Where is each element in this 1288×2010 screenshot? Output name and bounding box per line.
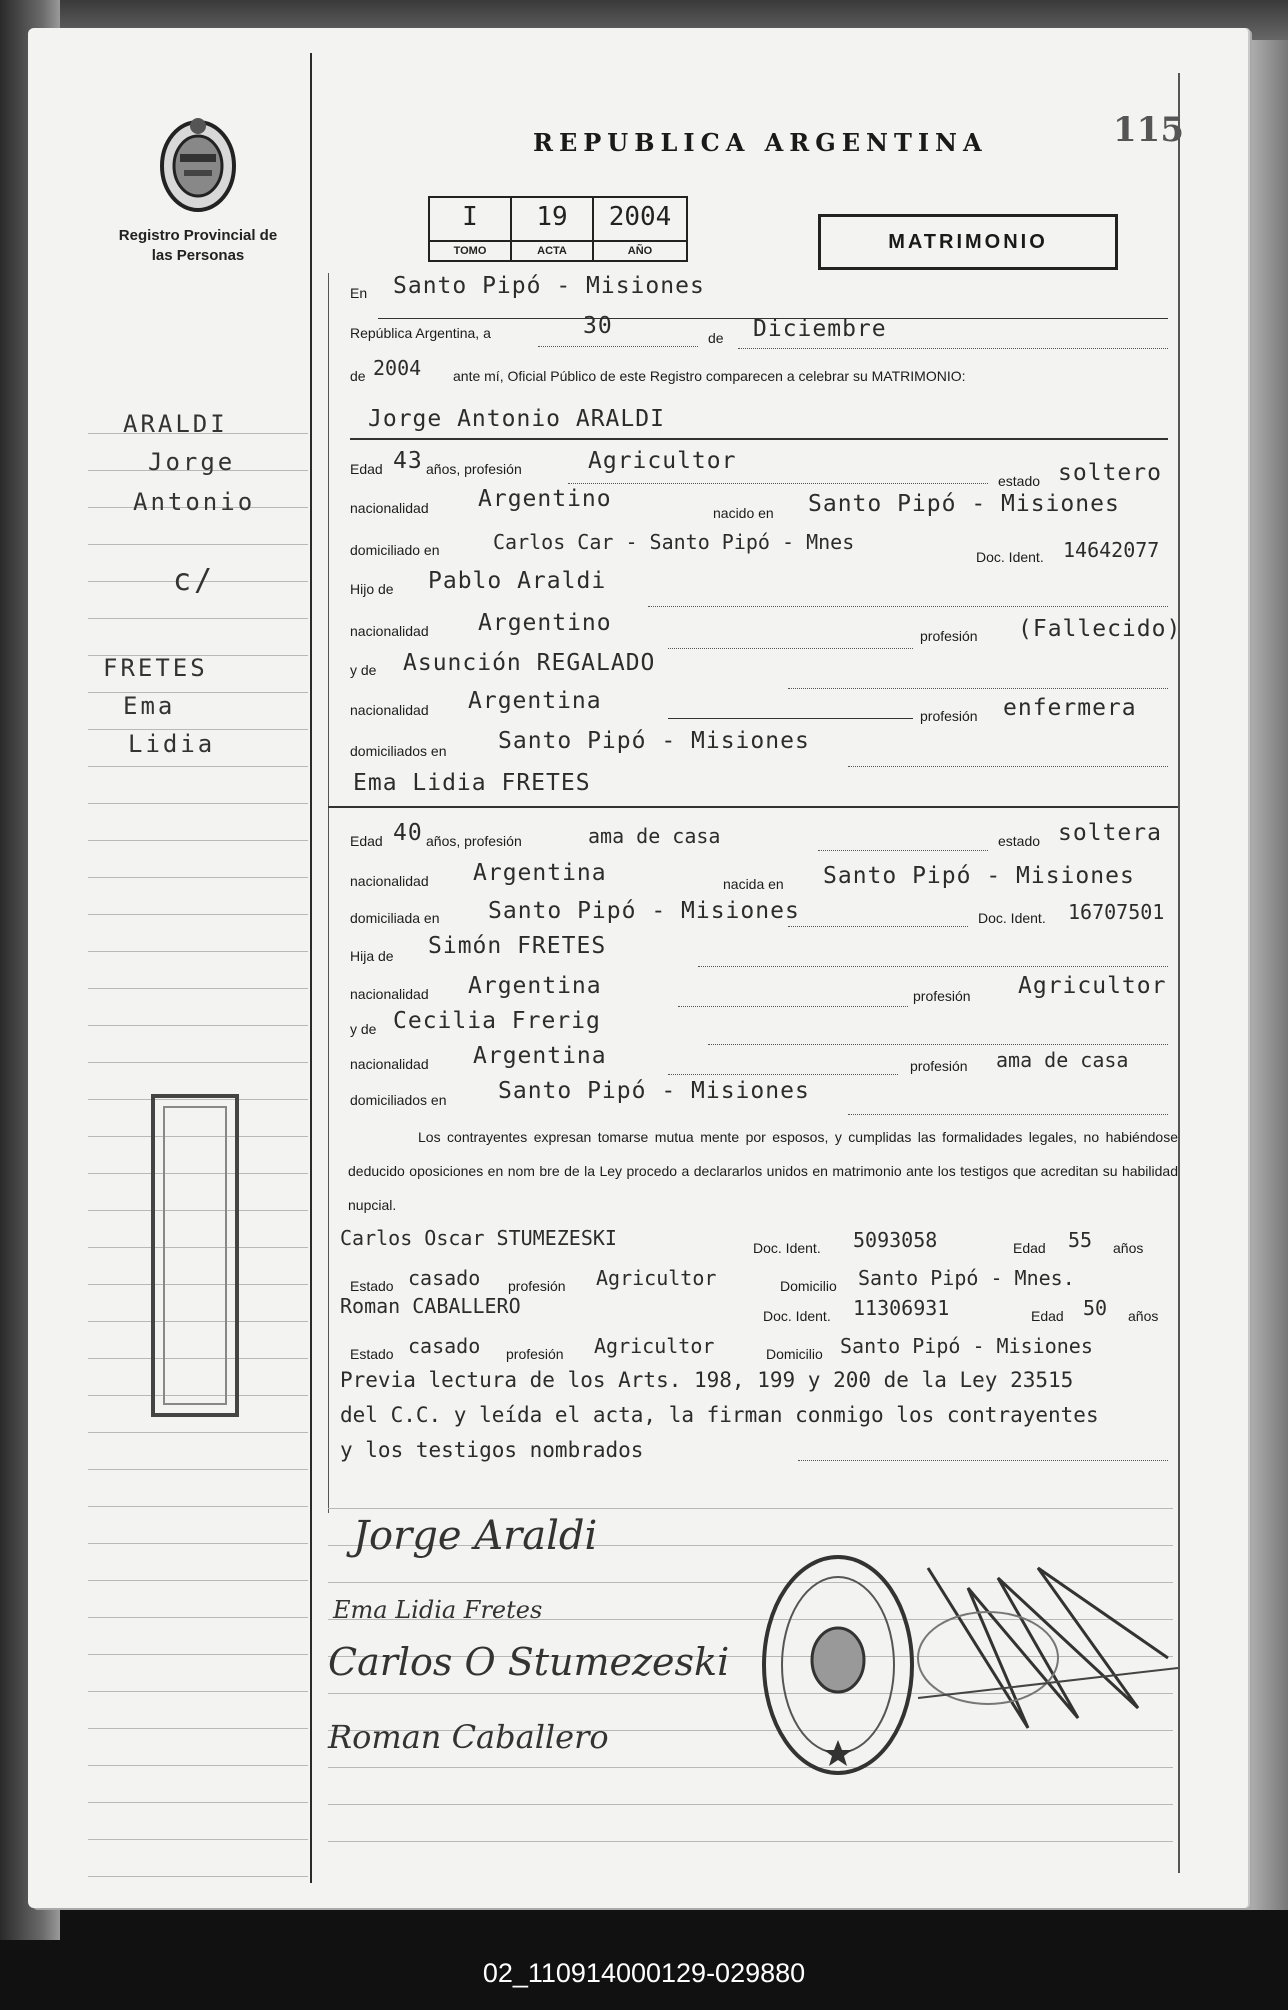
label-domiciliados-en: domiciliados en: [350, 743, 447, 759]
label-profesion: profesión: [910, 1058, 968, 1074]
label-estado: estado: [998, 473, 1041, 489]
label-y-de: y de: [350, 662, 377, 678]
register-page: [28, 28, 1248, 1908]
line: [848, 766, 1168, 767]
act-type-box: MATRIMONIO: [818, 214, 1118, 270]
acta-label: ACTA: [512, 240, 592, 260]
groom-father: Pablo Araldi: [428, 568, 607, 594]
line: [668, 648, 913, 649]
groom-mother: Asunción REGALADO: [403, 650, 656, 676]
label-en: En: [350, 285, 368, 301]
ruled-line: [328, 1804, 1173, 1805]
label-profesion: profesión: [920, 628, 978, 644]
label-y-de: y de: [350, 1021, 377, 1037]
label-profesion: profesión: [913, 988, 971, 1004]
witness2-doc-id: 11306931: [853, 1296, 950, 1320]
witness1-domicile: Santo Pipó - Mnes.: [858, 1266, 1075, 1290]
bride-status: soltera: [1058, 820, 1162, 846]
ruled-line: [328, 1767, 1173, 1768]
witness1-age: 55: [1068, 1228, 1093, 1252]
groom-mother-nationality: Argentina: [468, 688, 602, 714]
bride-nationality: Argentina: [473, 860, 607, 886]
ruled-line: [88, 1025, 308, 1026]
label-edad: Edad: [350, 833, 383, 849]
groom-age: 43: [393, 448, 423, 474]
witness1-profession: Agricultor: [596, 1266, 717, 1290]
bride-doc-id: 16707501: [1068, 900, 1165, 924]
ruled-line: [328, 1508, 1173, 1509]
bride-mother-nationality: Argentina: [473, 1043, 607, 1069]
ruled-line: [88, 1802, 308, 1803]
ruled-line: [328, 1841, 1173, 1842]
label-domicilio: Domicilio: [766, 1346, 823, 1362]
bride-birthplace: Santo Pipó - Misiones: [823, 863, 1135, 889]
groom-birthplace: Santo Pipó - Misiones: [808, 491, 1120, 517]
closing-note-line: Previa lectura de los Arts. 198, 199 y 200 de la Ley 23515: [340, 1368, 1074, 1392]
line: [668, 718, 913, 719]
label-hija-de: Hija de: [350, 948, 394, 964]
label-nacionalidad: nacionalidad: [350, 702, 429, 718]
label-nacionalidad: nacionalidad: [350, 873, 429, 889]
groom-domicile: Carlos Car - Santo Pipó - Mnes: [493, 530, 855, 554]
label-doc-ident: Doc. Ident.: [978, 910, 1046, 926]
label-domiciliada-en: domiciliada en: [350, 910, 440, 926]
closing-note-line: y los testigos nombrados: [340, 1438, 644, 1462]
registry-name: Registro Provincial de las Personas: [118, 227, 278, 264]
label-nacionalidad: nacionalidad: [350, 500, 429, 516]
line: [648, 606, 1168, 607]
ruled-line: [88, 1876, 308, 1877]
margin-name-1b: Antonio: [133, 488, 256, 516]
signature-witness1: Carlos O Stumezeski: [328, 1640, 730, 1684]
ruled-line: [88, 1691, 308, 1692]
margin-surname-2: FRETES: [103, 654, 208, 682]
ruled-line: [88, 1580, 308, 1581]
ruled-line: [88, 692, 308, 693]
margin-name-2b: Lidia: [128, 730, 216, 758]
bride-age: 40: [393, 820, 423, 846]
line: [538, 346, 698, 347]
file-id: 02_110914000129-029880: [482, 1958, 806, 1988]
line: [818, 850, 988, 851]
line: [848, 1114, 1168, 1115]
margin-surname-1: ARALDI: [123, 410, 228, 438]
bride-father-profession: Agricultor: [1018, 973, 1167, 999]
groom-doc-id: 14642077: [1063, 538, 1160, 562]
record-box: [428, 196, 688, 262]
line: [328, 806, 1178, 808]
bride-parents-domicile: Santo Pipó - Misiones: [498, 1078, 810, 1104]
bride-father-nationality: Argentina: [468, 973, 602, 999]
ruled-line: [88, 544, 308, 545]
label-nacionalidad: nacionalidad: [350, 986, 429, 1002]
label-nacido-en: nacido en: [713, 505, 774, 521]
page-number: 115: [1113, 110, 1184, 150]
ceremony-year: 2004: [373, 356, 422, 380]
label-anos-profesion: años, profesión: [426, 833, 522, 849]
ruled-line: [88, 1617, 308, 1618]
line: [788, 926, 968, 927]
bride-full-name: Ema Lidia FRETES: [353, 770, 591, 796]
groom-father-nationality: Argentino: [478, 610, 612, 636]
label-de: de: [708, 330, 724, 346]
ruled-line: [88, 1469, 308, 1470]
ruled-line: [88, 1506, 308, 1507]
coat-of-arms-icon: [158, 114, 238, 224]
signature-groom: Jorge Araldi: [353, 1513, 598, 1559]
label-doc-ident: Doc. Ident.: [763, 1308, 831, 1324]
ruled-line: [88, 951, 308, 952]
label-edad: Edad: [350, 461, 383, 477]
label-republica: República Argentina, a: [350, 325, 491, 341]
delegation-stamp: [758, 1550, 918, 1780]
line: [668, 1074, 898, 1075]
ruled-line: [88, 766, 308, 767]
witness2-profession: Agricultor: [594, 1334, 715, 1358]
groom-mother-profession: enfermera: [1003, 695, 1137, 721]
margin-name-2a: Ema: [123, 692, 176, 720]
ruled-line: [88, 1432, 308, 1433]
ruled-line: [88, 840, 308, 841]
witness1-doc-id: 5093058: [853, 1228, 938, 1252]
line: [788, 688, 1168, 689]
bride-domicile: Santo Pipó - Misiones: [488, 898, 800, 924]
groom-nationality: Argentino: [478, 486, 612, 512]
label-nacida-en: nacida en: [723, 876, 784, 892]
label-estado-w: Estado: [350, 1346, 394, 1362]
tomo-label: TOMO: [430, 240, 510, 260]
label-nacionalidad: nacionalidad: [350, 623, 429, 639]
tomo-value: I: [462, 202, 478, 232]
label-nacionalidad: nacionalidad: [350, 1056, 429, 1072]
label-anos-profesion: años, profesión: [426, 461, 522, 477]
label-profesion: profesión: [920, 708, 978, 724]
label-domicilio: Domicilio: [780, 1278, 837, 1294]
groom-profession: Agricultor: [588, 448, 737, 474]
label-doc-ident: Doc. Ident.: [753, 1240, 821, 1256]
label-domiciliados-en: domiciliados en: [350, 1092, 447, 1108]
label-edad: Edad: [1031, 1308, 1064, 1324]
bride-mother-profession: ama de casa: [996, 1048, 1129, 1072]
line: [350, 438, 1168, 440]
groom-parents-domicile: Santo Pipó - Misiones: [498, 728, 810, 754]
bride-mother: Cecilia Frerig: [393, 1008, 601, 1034]
label-profesion: profesión: [506, 1346, 564, 1362]
signature-bride: Ema Lidia Fretes: [333, 1596, 543, 1624]
ceremony-day: 30: [583, 313, 613, 339]
groom-full-name: Jorge Antonio ARALDI: [368, 406, 665, 432]
line: [568, 483, 988, 484]
ruled-line: [88, 1765, 308, 1766]
label-anos: años: [1113, 1240, 1144, 1256]
ruled-line: [88, 877, 308, 878]
label-estado-w: Estado: [350, 1278, 394, 1294]
margin-name-1a: Jorge: [148, 448, 236, 476]
line: [708, 1044, 1168, 1045]
ruled-line: [88, 1543, 308, 1544]
ruled-line: [88, 1654, 308, 1655]
witness1-status: casado: [408, 1266, 481, 1290]
form-left-line: [328, 273, 329, 1513]
official-signature-scribble: [908, 1548, 1188, 1748]
line: [698, 966, 1168, 967]
label-edad: Edad: [1013, 1240, 1046, 1256]
closing-note-line: del C.C. y leída el acta, la firman conmigo los contrayentes: [340, 1403, 1099, 1427]
witness2-status: casado: [408, 1334, 481, 1358]
ruled-line: [88, 1062, 308, 1063]
margin-connector: c/: [173, 563, 216, 598]
ceremony-place: Santo Pipó - Misiones: [393, 273, 705, 299]
line: [678, 1006, 908, 1007]
signature-witness2: Roman Caballero: [328, 1718, 609, 1756]
witness2-domicile: Santo Pipó - Misiones: [840, 1334, 1093, 1358]
ano-value: 2004: [608, 202, 672, 232]
label-profesion: profesión: [508, 1278, 566, 1294]
declaration-text: Los contrayentes expresan tomarse mutua mente por esposos, y cumplidas las formalidades legales, no habiéndose deducido oposiciones en nom bre de la Ley procedo a declararlos unidos en matrimonio ante los testigos que acreditan su habilidad nupcial.: [348, 1129, 1178, 1213]
label-hijo-de: Hijo de: [350, 581, 394, 597]
witness1-name: Carlos Oscar STUMEZESKI: [340, 1226, 617, 1250]
line: [738, 348, 1168, 349]
label-estado: estado: [998, 833, 1041, 849]
margin-divider: [310, 53, 312, 1883]
country-title: REPUBLICA ARGENTINA: [533, 128, 988, 157]
bride-profession: ama de casa: [588, 824, 721, 848]
label-domiciliado-en: domiciliado en: [350, 542, 440, 558]
ruled-line: [88, 1728, 308, 1729]
label-de-year: de: [350, 368, 366, 384]
groom-status: soltero: [1058, 460, 1162, 486]
witness2-name: Roman CABALLERO: [340, 1294, 521, 1318]
ruled-line: [88, 803, 308, 804]
ruled-line: [88, 618, 308, 619]
law-stamp: [150, 1093, 240, 1418]
ceremony-month: Diciembre: [753, 316, 887, 342]
line: [798, 1460, 1168, 1461]
groom-father-profession: (Fallecido): [1018, 616, 1182, 642]
witness2-age: 50: [1083, 1296, 1108, 1320]
ano-label: AÑO: [594, 240, 686, 260]
label-ante: ante mí, Oficial Público de este Registro comparecen a celebrar su MATRIMONIO:: [453, 368, 966, 384]
bride-father: Simón FRETES: [428, 933, 607, 959]
ruled-line: [88, 988, 308, 989]
ruled-line: [88, 1839, 308, 1840]
ruled-line: [88, 914, 308, 915]
acta-value: 19: [536, 202, 568, 232]
label-anos: años: [1128, 1308, 1159, 1324]
label-doc-ident: Doc. Ident.: [976, 549, 1044, 565]
